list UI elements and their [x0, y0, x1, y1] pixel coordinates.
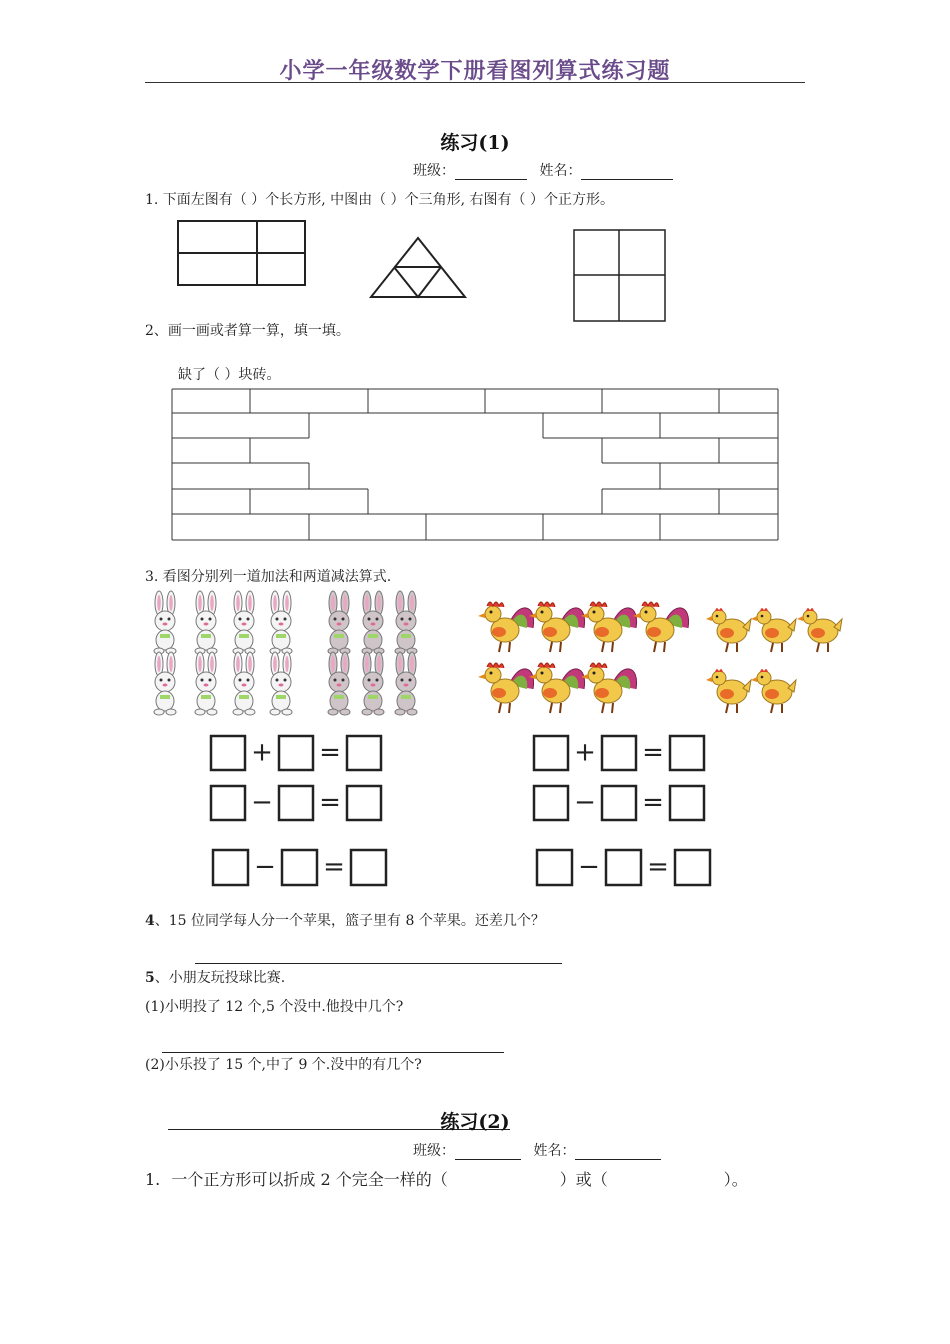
exercise2-q1-part-a: 一个正方形可以折成 2 个完全一样的（ [171, 1170, 448, 1189]
answer-box[interactable] [347, 736, 381, 770]
name-label: 姓名： [539, 163, 582, 179]
answer-box[interactable] [606, 850, 641, 885]
exercise2-q1-part-c: ）。 [723, 1170, 748, 1189]
right-subtraction-equation-2 [537, 850, 710, 885]
answer-box[interactable] [211, 736, 245, 770]
exercise2-title: 练习(2) [440, 1111, 510, 1133]
question-3: 3. 看图分别列一道加法和两道减法算式. [145, 569, 392, 585]
answer-box[interactable] [282, 850, 317, 885]
operator-sign: + [574, 737, 596, 768]
operator-sign: − [578, 852, 600, 883]
question-4 [145, 910, 545, 930]
name-label-2: 姓名： [533, 1143, 576, 1159]
question-5 [145, 967, 285, 987]
equals-sign: = [647, 852, 669, 883]
answer-box[interactable] [279, 736, 313, 770]
exercise1-title: 练习(1) [440, 132, 510, 154]
question-5-text: 、小朋友玩投球比赛. [154, 970, 286, 986]
question-5-2: (2)小乐投了 15 个,中了 9 个.没中的有几个? [145, 1057, 422, 1073]
equals-sign: = [642, 737, 664, 768]
operator-sign: + [251, 737, 273, 768]
equals-sign: = [319, 737, 341, 768]
answer-box[interactable] [602, 736, 636, 770]
class-blank-2[interactable] [455, 1145, 521, 1160]
right-subtraction-equation-1 [534, 786, 704, 820]
answer-box[interactable] [670, 786, 704, 820]
question-5-1: (1)小明投了 12 个,5 个没中.他投中几个? [145, 999, 404, 1015]
right-addition-equation [534, 736, 704, 770]
question-2-sub: 缺了（ ）块砖。 [178, 367, 281, 383]
answer-box[interactable] [351, 850, 386, 885]
left-addition-equation [211, 736, 381, 770]
equals-sign: = [642, 787, 664, 818]
operator-sign: − [254, 852, 276, 883]
answer-line-4[interactable] [195, 963, 562, 964]
left-subtraction-equation-2 [213, 850, 386, 885]
left-subtraction-equation-1 [211, 786, 381, 820]
question-5-number: 5 [145, 970, 155, 986]
exercise2-q1-part-b: ）或（ [559, 1170, 608, 1189]
answer-box[interactable] [347, 786, 381, 820]
exercise2-q1-number: 1. [145, 1170, 161, 1189]
question-2: 2、画一画或者算一算，填一填。 [145, 323, 350, 339]
equals-sign: = [319, 787, 341, 818]
answer-box[interactable] [537, 850, 572, 885]
question-4-number: 4 [145, 913, 155, 929]
operator-sign: − [251, 787, 273, 818]
answer-box[interactable] [602, 786, 636, 820]
question-1: 1. 下面左图有（ ）个长方形, 中图由（ ）个三角形, 右图有（ ）个正方形。 [145, 192, 614, 208]
class-label-2: 班级： [413, 1143, 455, 1159]
question-4-text: 、15 位同学每人分一个苹果，篮子里有 8 个苹果。还差几个？ [154, 913, 545, 929]
document-title: 小学一年级数学下册看图列算式练习题 [279, 58, 671, 84]
exercise2-question-1 [145, 1167, 748, 1190]
class-label: 班级： [413, 163, 455, 179]
equals-sign: = [323, 852, 345, 883]
answer-box[interactable] [534, 736, 568, 770]
answer-box[interactable] [213, 850, 248, 885]
name-blank-2[interactable] [575, 1145, 661, 1160]
exercise2-meta [413, 1140, 661, 1160]
answer-line-5-1[interactable] [162, 1052, 504, 1053]
answer-box[interactable] [675, 850, 710, 885]
answer-box[interactable] [211, 786, 245, 820]
answer-box[interactable] [279, 786, 313, 820]
operator-sign: − [574, 787, 596, 818]
answer-box[interactable] [670, 736, 704, 770]
answer-box[interactable] [534, 786, 568, 820]
